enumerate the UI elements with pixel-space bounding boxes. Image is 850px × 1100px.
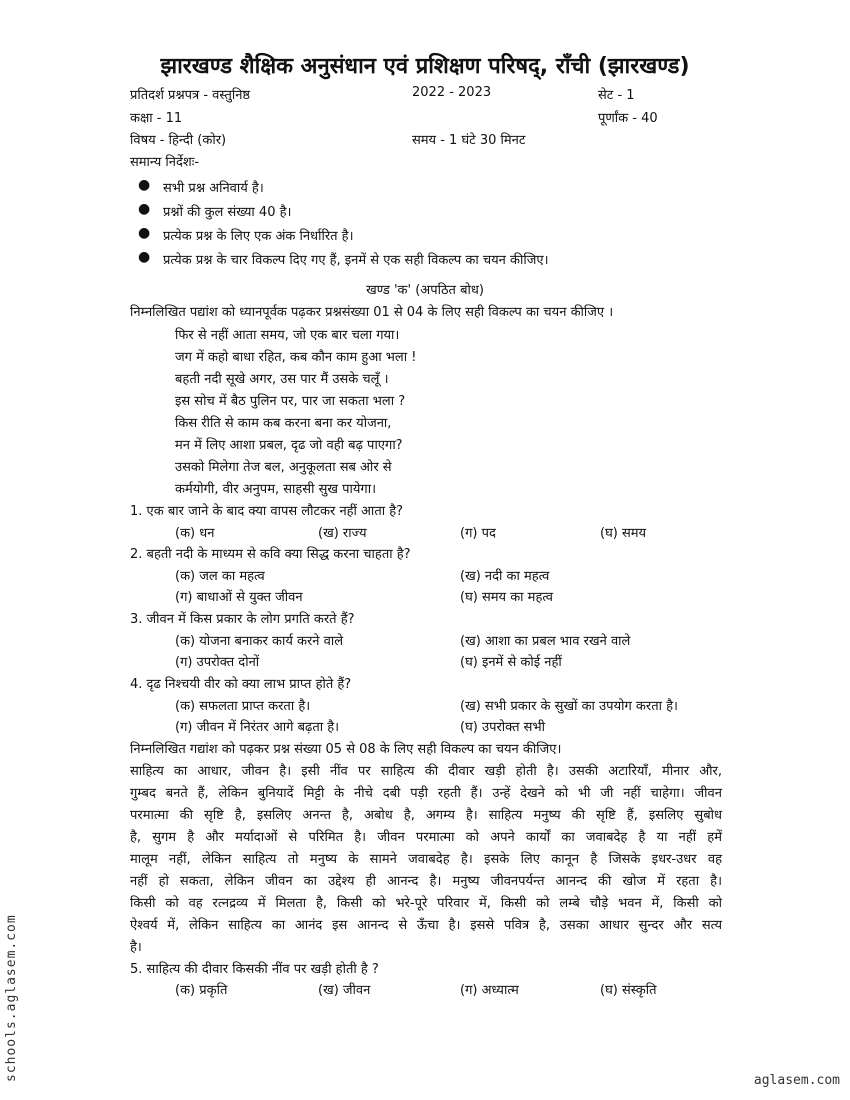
option: (घ) इनमें से कोई नहीं (460, 655, 562, 670)
poem-line: फिर से नहीं आता समय, जो एक बार चला गया। (175, 328, 400, 343)
question-4: 4. दृढ निश्चयी वीर को क्या लाभ प्राप्त होते हैं? (130, 677, 352, 692)
exam-board-title: झारखण्ड शैक्षिक अनुसंधान एवं प्रशिक्षण परिषद्, राँची (झारखण्ड) (160, 54, 690, 79)
prose-line: मालूम नहीं, लेकिन साहित्य तो मनुष्य के सामने जवाबदेह है। इसके लिए कानून है जिसके इधर-उधर वह (130, 852, 722, 867)
question-3: 3. जीवन में किस प्रकार के लोग प्रगति करते हैं? (130, 612, 355, 627)
side-watermark: schools.aglasem.com (4, 914, 19, 1082)
instruction-item: प्रत्येक प्रश्न के लिए एक अंक निर्धारित है। (163, 229, 354, 244)
prose-line: ऐश्वर्य में, लेकिन साहित्य का आनंद इस आनन्द से ऊँचा है। इससे पवित्र है, उसका आधार सुन्दर और सत्य (130, 918, 722, 933)
option: (ख) नदी का महत्व (460, 569, 550, 584)
bullet-icon: ● (138, 249, 151, 265)
poem-line: किस रीति से काम कब करना बना कर योजना, (175, 416, 392, 431)
prose-line: साहित्य का आधार, जीवन है। इसी नींव पर साहित्य की दीवार खड़ी होती है। उसकी अटारियाँ, मीनार और, (130, 764, 722, 779)
instruction-item: प्रत्येक प्रश्न के चार विकल्प दिए गए हैं, इनमें से एक सही विकल्प का चयन कीजिए। (163, 253, 549, 268)
subject-label: विषय - हिन्दी (कोर) (130, 133, 227, 148)
prose-line: नहीं हो सकता, लेकिन जीवन का उद्देश्य ही आनन्द है। मनुष्य जीवनपर्यन्त आनन्द की खोज में रहता है। (130, 874, 722, 889)
instruction-item: सभी प्रश्न अनिवार्य है। (163, 181, 264, 196)
bullet-icon: ● (138, 177, 151, 193)
option: (घ) संस्कृति (600, 983, 657, 998)
bullet-icon: ● (138, 225, 151, 241)
question-1: 1. एक बार जाने के बाद क्या वापस लौटकर नहीं आता है? (130, 504, 404, 519)
poem-line: मन में लिए आशा प्रबल, दृढ जो वही बढ़ पाएगा? (175, 438, 403, 453)
prose-line: है, सुगम है और मर्यादाओं से परिमित है। जीवन परमात्मा को अपने कार्यों का जवाबदेह है या नहीं हमें (130, 830, 722, 845)
option: (क) धन (175, 526, 215, 541)
question-5: 5. साहित्य की दीवार किसकी नींव पर खड़ी होती है ? (130, 962, 379, 977)
prose-line: गुम्बद बनते हैं, लेकिन बुनियादें मिट्टी के नीचे दबी पड़ी रहती हैं। उन्हें देखने को भी जी नहीं चाहेगा। जीवन (130, 786, 722, 801)
instructions-heading: समान्य निर्देशः- (130, 155, 200, 170)
prose-instruction: निम्नलिखित गद्यांश को पढ़कर प्रश्न संख्या 05 से 08 के लिए सही विकल्प का चयन कीजिए। (130, 742, 562, 757)
poem-line: उसको मिलेगा तेज बल, अनुकूलता सब ओर से (175, 460, 392, 475)
section-heading: खण्ड 'क' (अपठित बोध) (366, 283, 484, 298)
option: (क) सफलता प्राप्त करता है। (175, 699, 311, 714)
option: (ख) जीवन (318, 983, 371, 998)
prose-line: है। (130, 940, 142, 955)
option: (ग) पद (460, 526, 496, 541)
option: (ख) राज्य (318, 526, 367, 541)
option: (ग) जीवन में निरंतर आगे बढ़ता है। (175, 720, 340, 735)
poem-line: बहती नदी सूखे अगर, उस पार मैं उसके चलूँ । (175, 372, 389, 387)
poem-instruction: निम्नलिखित पद्यांश को ध्यानपूर्वक पढ़कर प्रश्नसंख्या 01 से 04 के लिए सही विकल्प का चयन कीजिए । (130, 305, 614, 320)
full-marks: पूर्णांक - 40 (598, 111, 658, 126)
paper-type: प्रतिदर्श प्रश्नपत्र - वस्तुनिष्ठ (130, 88, 251, 103)
poem-line: इस सोच में बैठ पुलिन पर, पार जा सकता भला ? (175, 394, 406, 409)
question-2: 2. बहती नदी के माध्यम से कवि क्या सिद्ध करना चाहता है? (130, 547, 411, 562)
instruction-item: प्रश्नों की कुल संख्या 40 है। (163, 205, 292, 220)
option: (ख) आशा का प्रबल भाव रखने वाले (460, 634, 631, 649)
poem-line: जग में कहो बाधा रहित, कब कौन काम हुआ भला ! (175, 350, 417, 365)
option: (ख) सभी प्रकार के सुखों का उपयोग करता है। (460, 699, 678, 714)
poem-line: कर्मयोगी, वीर अनुपम, साहसी सुख पायेगा। (175, 482, 377, 497)
prose-line: किसी को वह रत्नद्रव्य में मिलता है, किसी को भरे-पूरे परिवार में, किसी को लम्बे चौड़े भवन में, किसी को (130, 896, 722, 911)
option: (घ) समय (600, 526, 647, 541)
option: (घ) उपरोक्त सभी (460, 720, 545, 735)
class-label: कक्षा - 11 (130, 111, 183, 126)
option: (ग) अध्यात्म (460, 983, 519, 998)
option: (ग) उपरोक्त दोनों (175, 655, 260, 670)
session-year: 2022 - 2023 (412, 85, 492, 100)
prose-line: परमात्मा की सृष्टि है, इसलिए अनन्त है, अबोध है, अगम्य है। साहित्य मनुष्य की सृष्टि हैं, इसलिए सुबोध (130, 808, 722, 823)
option: (क) प्रकृति (175, 983, 228, 998)
bullet-icon: ● (138, 201, 151, 217)
option: (ग) बाधाओं से युक्त जीवन (175, 590, 303, 605)
set-number: सेट - 1 (598, 88, 635, 103)
time-label: समय - 1 घंटे 30 मिनट (412, 133, 526, 148)
option: (घ) समय का महत्व (460, 590, 554, 605)
option: (क) जल का महत्व (175, 569, 265, 584)
option: (क) योजना बनाकर कार्य करने वाले (175, 634, 344, 649)
corner-watermark: aglasem.com (753, 1073, 840, 1088)
